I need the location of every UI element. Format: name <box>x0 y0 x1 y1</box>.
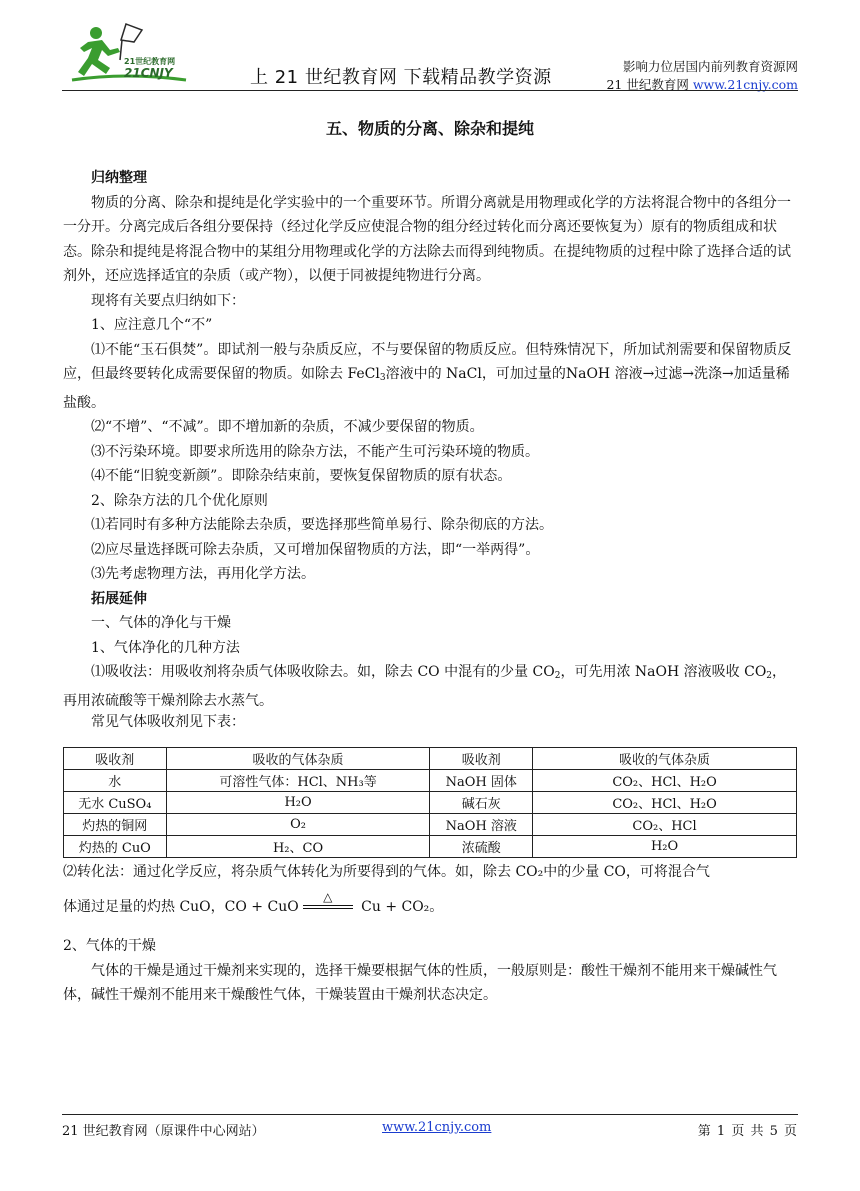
table-cell: O₂ <box>166 814 430 836</box>
rule-1-c: 溶液中的 NaCl，可加过量的NaOH 溶液→过滤→洗涤→加适量稀盐酸。 <box>63 366 790 411</box>
table-header-cell: 吸收剂 <box>430 748 533 770</box>
table-row <box>64 770 797 792</box>
main-content <box>63 166 799 731</box>
table-cell: H₂、CO <box>166 836 430 858</box>
paragraph-principle-1: ⑴若同时有多种方法能除去杂质，要选择那些简单易行、除杂彻底的方法。 <box>91 517 553 533</box>
table-cell: NaOH 固体 <box>430 770 533 792</box>
footer-site-name: 21 世纪教育网（原课件中心网站） <box>62 1124 265 1139</box>
section-heading-summary: 归纳整理 <box>91 170 147 186</box>
table-cell: CO₂、HCl、H₂O <box>533 770 797 792</box>
table-cell: 浓硫酸 <box>430 836 533 858</box>
absorb-c: ，可先用浓 NaOH 溶液吸收 CO <box>560 664 767 680</box>
table-cell: H₂O <box>533 836 797 858</box>
table-row <box>64 814 797 836</box>
absorb-sub-1: 2 <box>554 671 561 681</box>
subheading-principles: 2、除杂方法的几个优化原则 <box>91 492 268 509</box>
subheading-notes: 1、应注意几个“不” <box>91 317 213 333</box>
absorb-sub-2: 2 <box>766 671 773 681</box>
page-header <box>62 14 798 92</box>
table-cell: CO₂、HCl、H₂O <box>533 792 797 814</box>
footer-link[interactable]: www.21cnjy.com <box>382 1120 492 1135</box>
drying-section <box>63 934 799 1008</box>
table-cell: NaOH 溶液 <box>430 814 533 836</box>
drying-text: 气体的干燥是通过干燥剂来实现的，选择干燥要根据气体的性质，一般原则是：酸性干燥剂不能用来干燥碱性气体，碱性干燥剂不能用来干燥酸性气体，干燥装置由干燥剂状态决定。 <box>63 962 777 1003</box>
absorb-a: ⑴吸收法：用吸收剂将杂质气体吸收除去。如，除去 CO 中混有的少量 CO <box>91 664 555 680</box>
header-right <box>606 58 798 94</box>
table-cell: 灼热的铜网 <box>64 814 167 836</box>
table-cell: 灼热的 CuO <box>64 836 167 858</box>
subheading-methods: 1、气体净化的几种方法 <box>91 639 240 656</box>
absorbent-table <box>63 747 797 858</box>
table-cell: CO₂、HCl <box>533 814 797 836</box>
paragraph-summary-lead: 现将有关要点归纳如下： <box>91 292 245 309</box>
paragraph-rule-2: ⑵“不增”、“不减”。即不增加新的杂质，不减少要保留的物质。 <box>91 419 484 435</box>
table-cell: H₂O <box>166 792 430 814</box>
header-site-prefix: 21 世纪教育网 <box>606 77 693 92</box>
table-row <box>64 836 797 858</box>
paragraph-principle-2: ⑵应尽量选择既可除去杂质，又可增加保留物质的方法，即“一举两得”。 <box>91 541 540 558</box>
table-cell: 无水 CuSO₄ <box>64 792 167 814</box>
header-tagline: 影响力位居国内前列教育资源网 <box>622 59 798 74</box>
paragraph-table-intro: 常见气体吸收剂见下表： <box>91 714 245 730</box>
rule-1-a: ⑴不能“玉石俱焚”。即试剂一般与杂质反应，不与要保留的物质反应。但特殊情况下，所加试剂需要和保留物质反应，但最终要转化成需要保留的物质。如除去 FeCl <box>63 341 792 382</box>
table-cell: 碱石灰 <box>430 792 533 814</box>
drying-heading: 2、气体的干燥 <box>63 938 156 954</box>
absorb-e: ，再用浓硫酸等干燥剂除去水蒸气。 <box>63 664 787 709</box>
paragraph-intro: 物质的分离、除杂和提纯是化学实验中的一个重要环节。所谓分离就是用物理或化学的方法将混合物中的各组分一一分开。分离完成后各组分要保持（经过化学反应使混合物的组分经过转化而分离还要恢复为）原有的物质组成和状态。除杂和提纯是将混合物中的某组分用物理或化学的方法除去而得到纯物质。在提纯物质的过程中除了选择合适的试剂外，还应选择适宜的杂质（或产物），以便于同被提纯物进行分离。 <box>63 194 791 284</box>
subheading-gas-purify: 一、气体的净化与干燥 <box>91 615 231 631</box>
paragraph-rule-3: ⑶不污染环境。即要求所选用的除杂方法，不能产生可污染环境的物质。 <box>91 443 539 460</box>
table-header-cell: 吸收剂 <box>64 748 167 770</box>
table-header-cell: 吸收的气体杂质 <box>166 748 430 770</box>
heat-triangle: △ <box>323 889 333 904</box>
site-logo[interactable] <box>66 20 206 86</box>
paragraph-principle-3: ⑶先考虑物理方法，再用化学方法。 <box>91 566 315 582</box>
table-row <box>64 792 797 814</box>
footer-divider <box>62 1114 798 1115</box>
page-title: 五、物质的分离、除杂和提纯 <box>325 119 534 138</box>
header-site-link[interactable]: www.21cnjy.com <box>692 77 798 92</box>
table-header-row <box>64 748 797 770</box>
header-divider <box>62 90 798 91</box>
paragraph-rule-1 <box>63 338 799 416</box>
conversion-line-1: ⑵转化法：通过化学反应，将杂质气体转化为所要得到的气体。如，除去 CO₂中的少量 CO，可将混合气 <box>63 864 710 880</box>
logo-line2: 21CNJY <box>124 66 173 80</box>
header-slogan: 上 21 世纪教育网 下载精品教学资源 <box>250 67 552 88</box>
equation-left: 体通过足量的灼热 CuO，CO + CuO <box>63 898 299 915</box>
paragraph-rule-4: ⑷不能“旧貌变新颜”。即除杂结束前，要恢复保留物质的原有状态。 <box>91 468 512 484</box>
conversion-method <box>63 860 799 919</box>
heat-arrow-icon <box>303 889 353 913</box>
header-site-line <box>606 76 798 94</box>
paragraph-absorption <box>63 660 799 713</box>
rule-1-sub: 3 <box>379 373 386 383</box>
logo-line1: 21世纪教育网 <box>124 57 176 66</box>
equation-right: Cu + CO₂。 <box>356 898 444 915</box>
section-heading-extension: 拓展延伸 <box>91 590 147 607</box>
table-cell: 可溶性气体：HCl、NH₃等 <box>166 770 430 792</box>
table-header-cell: 吸收的气体杂质 <box>533 748 797 770</box>
conversion-line-2 <box>63 889 799 920</box>
table-cell: 水 <box>64 770 167 792</box>
page-number: 第 1 页 共 5 页 <box>697 1124 798 1139</box>
